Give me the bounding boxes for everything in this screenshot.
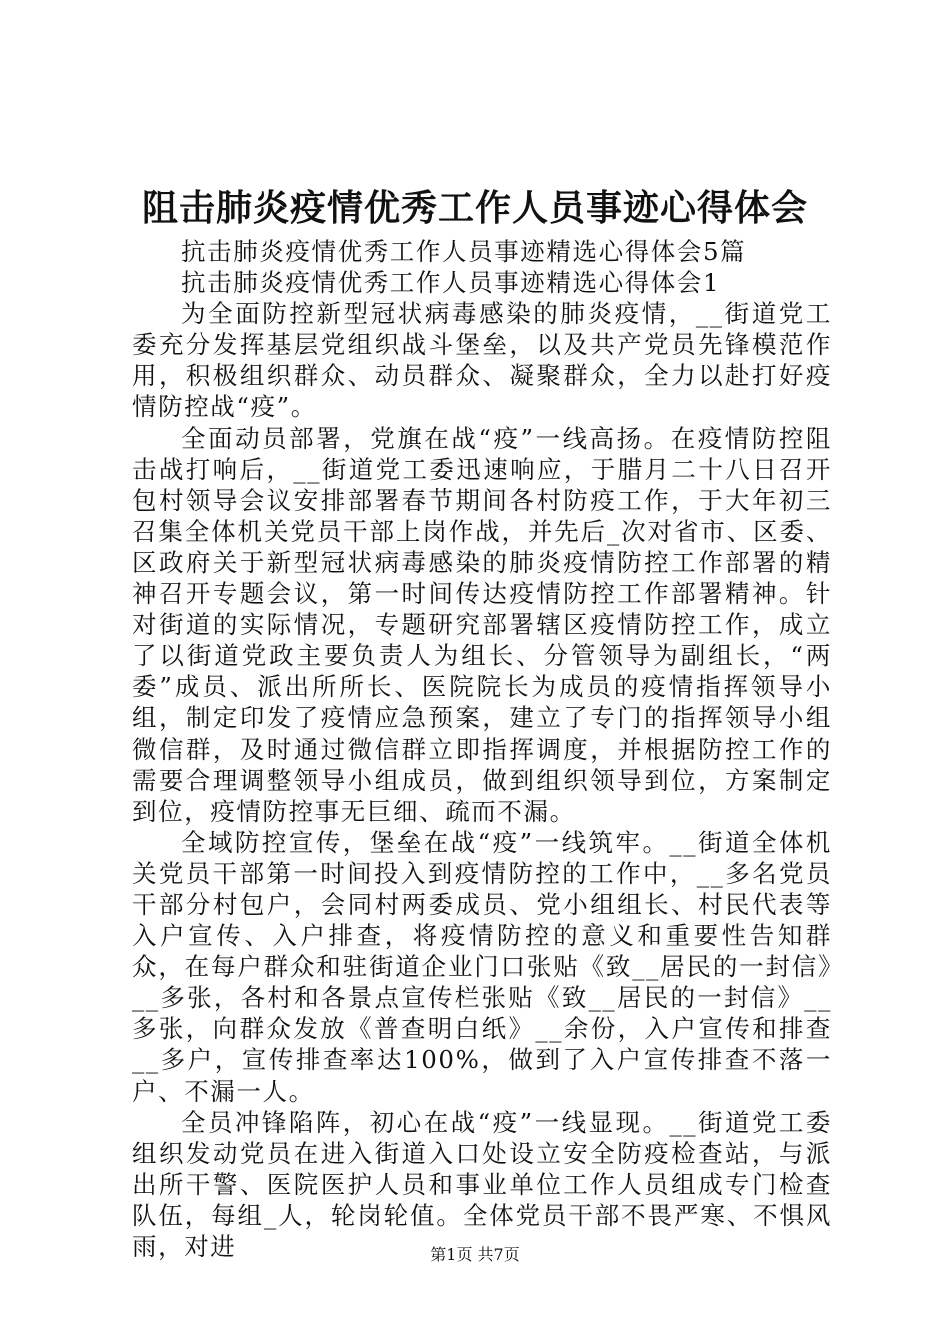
subtitle-line-2: 抗击肺炎疫情优秀工作人员事迹精选心得体会1 bbox=[181, 268, 721, 298]
document-body bbox=[132, 236, 832, 1262]
page-footer: 第1页 共7页 bbox=[430, 1245, 520, 1264]
paragraph-mobilization: 全面动员部署，党旗在战“疫”一线高扬。在疫情防控阻击战打响后，__街道党工委迅速响应，于腊月二十八日召开包村领导会议安排部署春节期间各村防疫工作，于大年初三召集全体机关党员干部上岗作战，并先后_次对省市、区委、区政府关于新型冠状病毒感染的肺炎疫情防控工作部署的精神召开专题会议，第一时间传达疫情防控工作部署精神。针对街道的实际情况，专题研究部署辖区疫情防控工作，成立了以街道党政主要负责人为组长、分管领导为副组长，“两委”成员、派出所所长、医院院长为成员的疫情指挥领导小组，制定印发了疫情应急预案，建立了专门的指挥领导小组微信群，及时通过微信群立即指挥调度，并根据防控工作的需要合理调整领导小组成员，做到组织领导到位，方案制定到位，疫情防控事无巨细、疏而不漏。 bbox=[132, 423, 832, 826]
paragraph-intro: 为全面防控新型冠状病毒感染的肺炎疫情，__街道党工委充分发挥基层党组织战斗堡垒，以及共产党员先锋模范作用，积极组织群众、动员群众、凝聚群众，全力以赴打好疫情防控战“疫”。 bbox=[132, 299, 832, 422]
paragraph-frontline: 全员冲锋陷阵，初心在战“疫”一线显现。__街道党工委组织发动党员在进入街道入口处设立安全防疫检查站，与派出所干警、医院医护人员和事业单位工作人员组成专门检查队伍，每组_人，轮岗轮值。全体党员干部不畏严寒、不惧风雨，对进 bbox=[132, 1107, 832, 1261]
paragraph-publicity: 全域防控宣传，堡垒在战“疫”一线筑牢。__街道全体机关党员干部第一时间投入到疫情防控的工作中，__多名党员干部分村包户，会同村两委成员、党小组组长、村民代表等入户宣传、入户排查，将疫情防控的意义和重要性告知群众，在每户群众和驻街道企业门口张贴《致__居民的一封信》__多张，各村和各景点宣传栏张贴《致__居民的一封信》__多张，向群众发放《普查明白纸》__余份，入户宣传和排查__多户，宣传排查率达100%，做到了入户宣传排查不落一户、不漏一人。 bbox=[132, 827, 832, 1106]
document-title: 阻击肺炎疫情优秀工作人员事迹心得体会 bbox=[141, 187, 808, 229]
subtitle-line-1: 抗击肺炎疫情优秀工作人员事迹精选心得体会5篇 bbox=[181, 237, 747, 266]
